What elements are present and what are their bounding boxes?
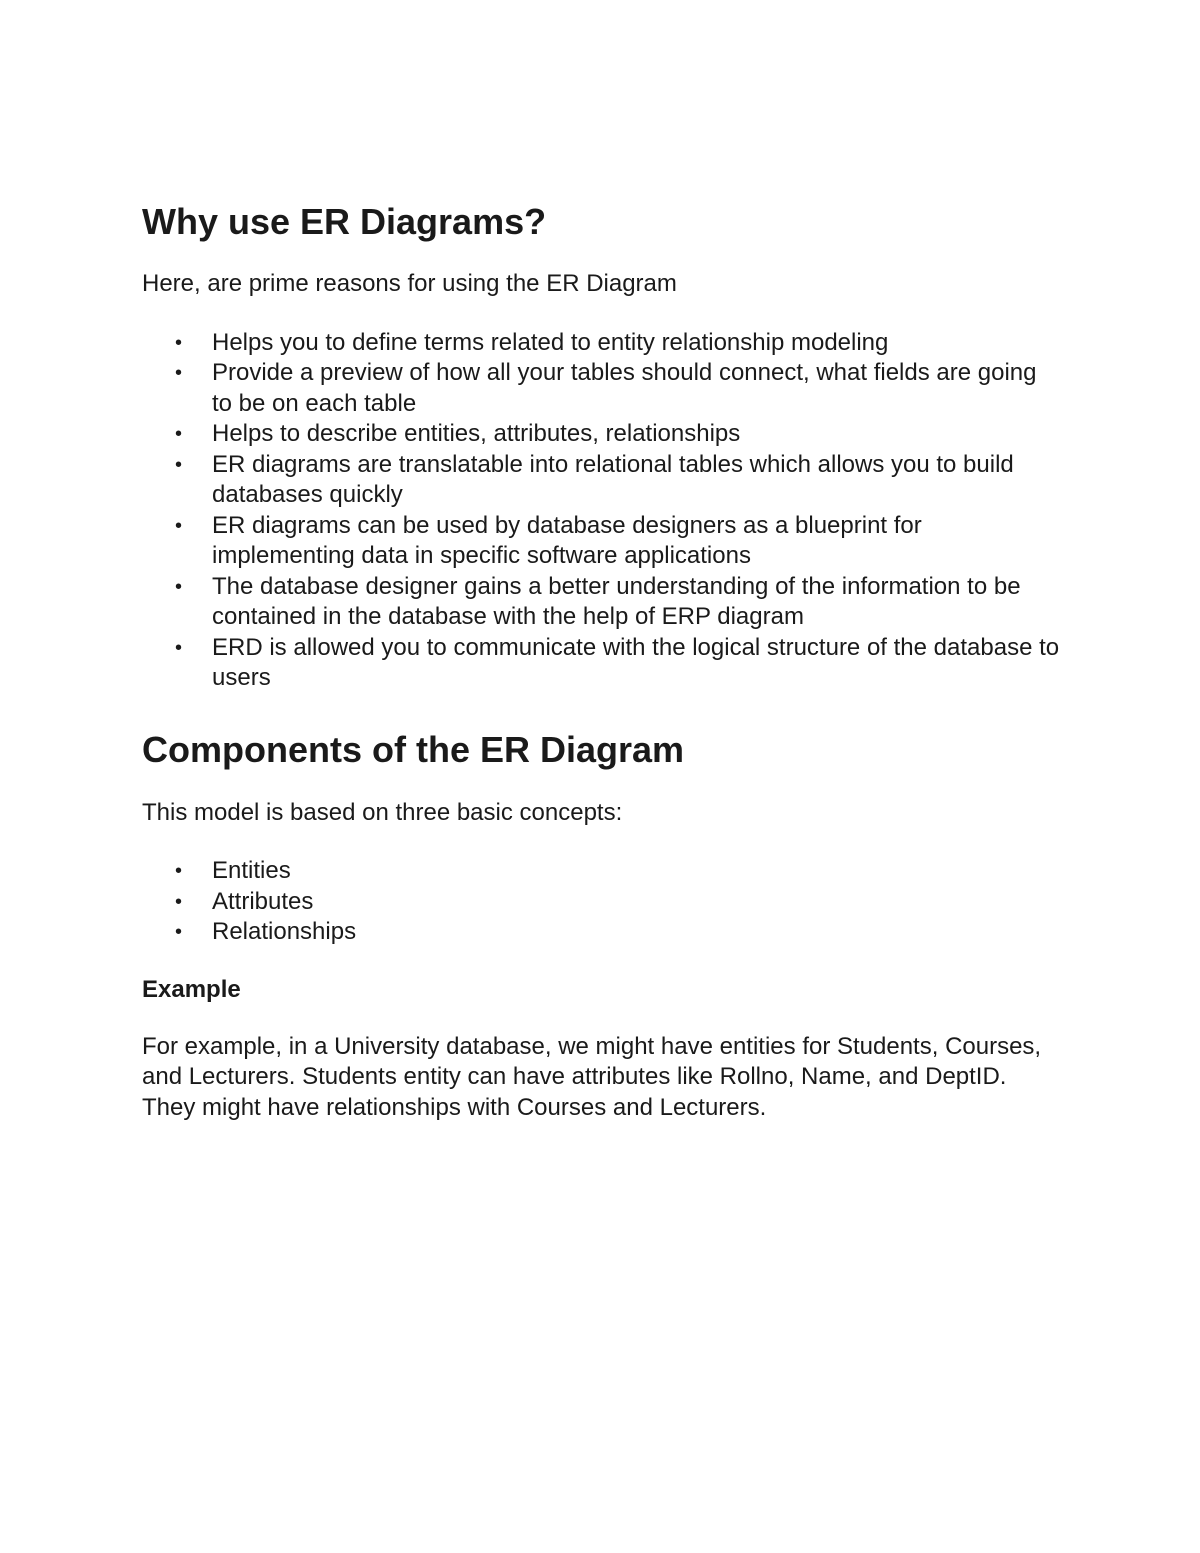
concepts-list bbox=[142, 856, 1100, 948]
bullet-icon: • bbox=[175, 636, 183, 659]
list-item: • Helps to describe entities, attributes, relationships bbox=[212, 419, 1062, 450]
example-paragraph: For example, in a University database, we might have entities for Students, Courses, and Lecturers. Students entity can have attributes like Rollno, Name, and DeptID. They might have relationships with Courses and Lecturers. bbox=[142, 1032, 1042, 1121]
list-item: • The database designer gains a better understanding of the information to be contained in the database with the help of ERP diagram bbox=[175, 572, 1021, 630]
heading-components: Components of the ER Diagram bbox=[142, 728, 685, 770]
reasons-list bbox=[142, 328, 1100, 694]
bullet-icon: • bbox=[175, 331, 183, 354]
list-item: • ER diagrams are translatable into relational tables which allows you to build databases quickly bbox=[175, 450, 1014, 508]
heading-why-use-er-diagrams: Why use ER Diagrams? bbox=[142, 201, 547, 242]
list-item: • ER diagrams can be used by database designers as a blueprint for implementing data in specific software applications bbox=[175, 511, 922, 569]
intro-paragraph: Here, are prime reasons for using the ER Diagram bbox=[142, 270, 677, 297]
bullet-icon: • bbox=[175, 890, 183, 913]
list-item: • Helps you to define terms related to entity relationship modeling bbox=[212, 328, 1062, 359]
list-item: • Attributes bbox=[212, 887, 1062, 918]
bullet-icon: • bbox=[175, 362, 183, 384]
bullet-icon: • bbox=[175, 921, 183, 943]
list-item: • Relationships bbox=[212, 917, 1062, 948]
bullet-icon: • bbox=[175, 423, 183, 445]
model-paragraph: This model is based on three basic concepts: bbox=[142, 798, 623, 826]
bullet-icon: • bbox=[175, 575, 183, 598]
bullet-icon: • bbox=[175, 514, 183, 537]
list-item: • Provide a preview of how all your tables should connect, what fields are going to be on each table bbox=[175, 359, 1037, 417]
list-item: • ERD is allowed you to communicate with the logical structure of the database to users bbox=[175, 633, 1060, 691]
heading-example: Example bbox=[142, 975, 241, 1003]
list-item: • Entities bbox=[212, 856, 1062, 887]
bullet-icon: • bbox=[175, 453, 183, 476]
bullet-icon: • bbox=[175, 860, 183, 882]
